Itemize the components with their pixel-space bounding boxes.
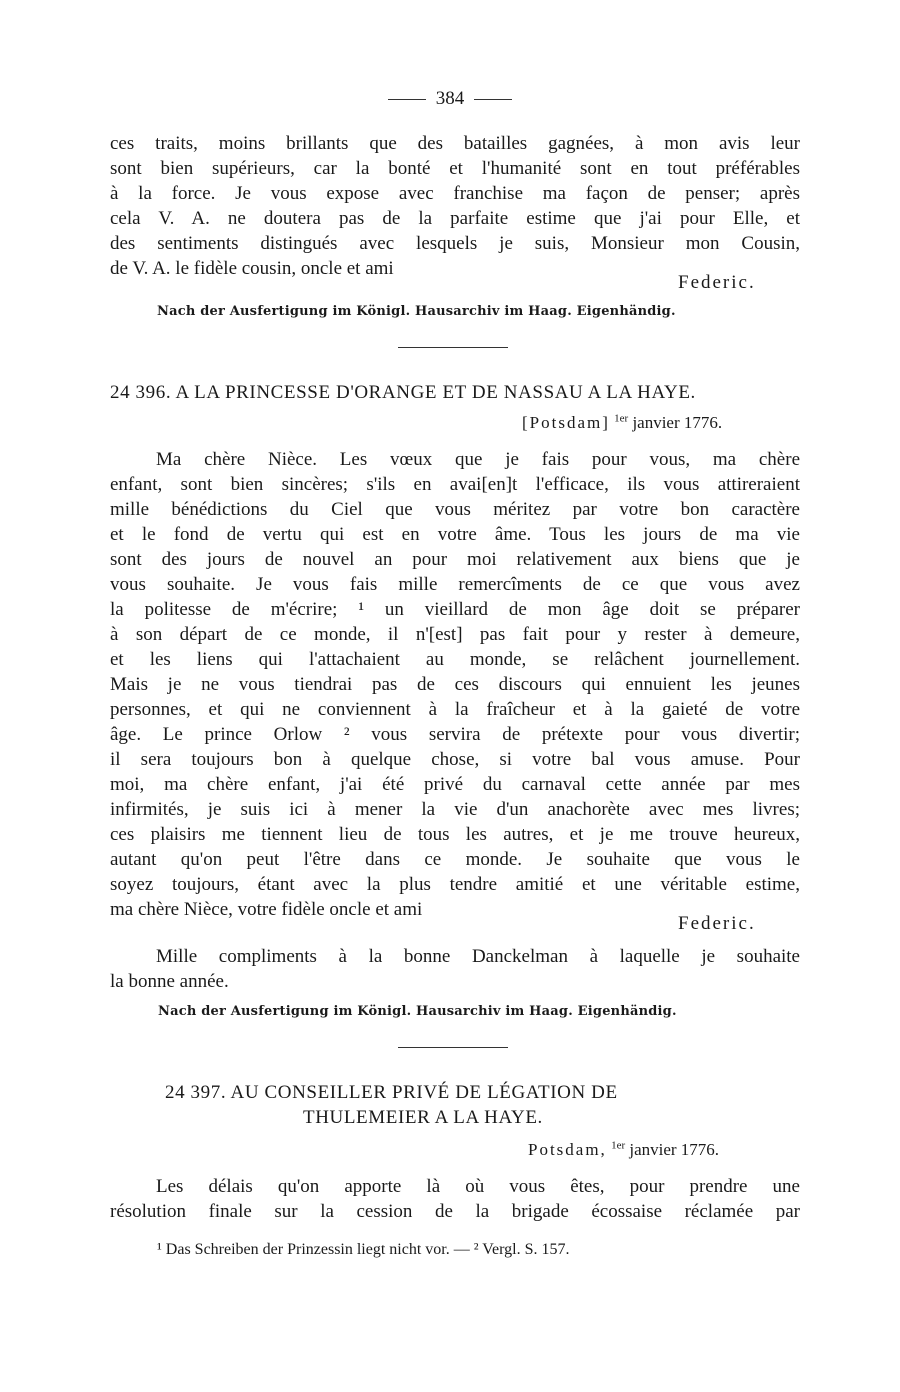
dateline: [528, 1140, 719, 1160]
postscript-line: Mille compliments à la bonne Danckelman à laquelle je souhaite: [156, 946, 800, 967]
postscript-line: la bonne année.: [110, 971, 229, 992]
paragraph-line: des sentiments distingués avec lesquels je suis, Monsieur mon Cousin,: [110, 233, 800, 254]
source-note: Nach der Ausfertigung im Königl. Hausarchiv im Haag. Eigenhändig.: [158, 1004, 677, 1019]
header-dash-right: [474, 99, 512, 100]
paragraph-line: Ma chère Nièce. Les vœux que je fais pour vous, ma chère: [156, 449, 800, 470]
paragraph-line: ces plaisirs me tiennent lieu de tous les autres, et je me trouve heureux,: [110, 824, 800, 845]
paragraph-line: vous souhaite. Je vous fais mille remercîments de ce que vous avez: [110, 574, 800, 595]
date-place: Potsdam,: [528, 1140, 607, 1159]
paragraph-line: autant qu'on peut l'être dans ce monde. Je souhaite que vous le: [110, 849, 800, 870]
date-superscript: 1er: [614, 412, 629, 425]
signature: Federic.: [678, 272, 756, 293]
date-rest: janvier 1776.: [629, 1140, 720, 1159]
paragraph-line: personnes, et qui ne conviennent à la fraîcheur et à la gaieté de votre: [110, 699, 800, 720]
source-note: Nach der Ausfertigung im Königl. Hausarchiv im Haag. Eigenhändig.: [157, 304, 676, 319]
paragraph-line: de V. A. le fidèle cousin, oncle et ami: [110, 258, 394, 279]
letter-heading: 24 396. A LA PRINCESSE D'ORANGE ET DE NASSAU A LA HAYE.: [110, 382, 696, 403]
paragraph-line: et les liens qui l'attachaient au monde, se relâchent journellement.: [110, 649, 800, 670]
section-divider: [398, 347, 508, 348]
signature: Federic.: [678, 913, 756, 934]
paragraph-line: sont des jours de nouvel an pour moi relativement aux biens que je: [110, 549, 800, 570]
paragraph-line: infirmités, je suis ici à mener la vie d'un anachorète avec mes livres;: [110, 799, 800, 820]
paragraph-line: enfant, sont bien sincères; s'ils en avai[en]t l'efficace, ils vous attireraient: [110, 474, 800, 495]
paragraph-line: la politesse de m'écrire; ¹ un vieillard de mon âge doit se préparer: [110, 599, 800, 620]
footnotes: ¹ Das Schreiben der Prinzessin liegt nicht vor. — ² Vergl. S. 157.: [157, 1241, 570, 1258]
paragraph-line: Mais je ne vous tiendrai pas de ces discours qui ennuient les jeunes: [110, 674, 800, 695]
paragraph-line: à son départ de ce monde, il n'[est] pas fait pour y rester à demeure,: [110, 624, 800, 645]
paragraph-line: âge. Le prince Orlow ² vous servira de prétexte pour vous divertir;: [110, 724, 800, 745]
letter-heading: 24 397. AU CONSEILLER PRIVÉ DE LÉGATION DE: [165, 1082, 618, 1103]
header-dash-left: [388, 99, 426, 100]
date-place: [Potsdam]: [522, 413, 610, 432]
paragraph-line: moi, ma chère enfant, j'ai été privé du carnaval cette année par mes: [110, 774, 800, 795]
page-header: [0, 88, 900, 110]
letter-heading-cont: THULEMEIER A LA HAYE.: [303, 1107, 543, 1128]
date-superscript: 1er: [611, 1139, 626, 1152]
section-divider: [398, 1047, 508, 1048]
paragraph-line: soyez toujours, étant avec la plus tendre amitié et une véritable estime,: [110, 874, 800, 895]
dateline: [522, 413, 722, 433]
paragraph-line: à la force. Je vous expose avec franchise ma façon de penser; après: [110, 183, 800, 204]
paragraph-line: mille bénédictions du Ciel que vous méritez par votre bon caractère: [110, 499, 800, 520]
paragraph-line: cela V. A. ne doutera pas de la parfaite estime que j'ai pour Elle, et: [110, 208, 800, 229]
paragraph-line: résolution finale sur la cession de la brigade écossaise réclamée par: [110, 1201, 800, 1222]
paragraph-line: et le fond de vertu qui est en votre âme. Tous les jours de ma vie: [110, 524, 800, 545]
paragraph-line: Les délais qu'on apporte là où vous êtes, pour prendre une: [156, 1176, 800, 1197]
date-rest: janvier 1776.: [632, 413, 723, 432]
paragraph-line: ces traits, moins brillants que des batailles gagnées, à mon avis leur: [110, 133, 800, 154]
paragraph-line: il sera toujours bon à quelque chose, si votre bal vous amuse. Pour: [110, 749, 800, 770]
page-number: 384: [435, 88, 465, 109]
paragraph-line: sont bien supérieurs, car la bonté et l'humanité sont en tout préférables: [110, 158, 800, 179]
paragraph-line: ma chère Nièce, votre fidèle oncle et ami: [110, 899, 423, 920]
